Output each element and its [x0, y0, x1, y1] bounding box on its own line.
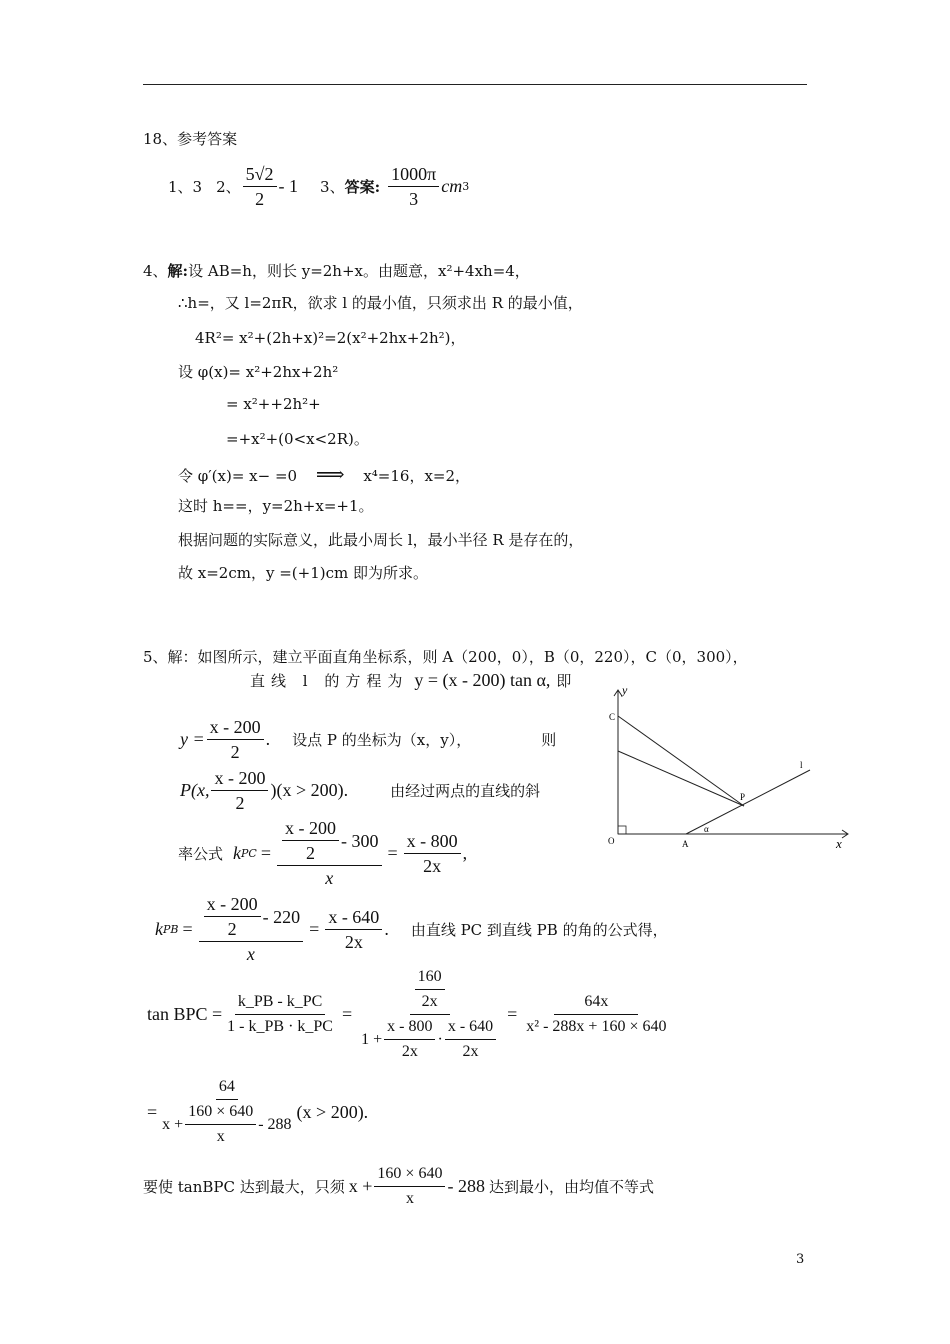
q5-final-num: 64 — [216, 1075, 238, 1100]
q5-final-den-lead: x + — [162, 1115, 184, 1133]
q5-p-fraction — [211, 766, 268, 815]
q4-line-1-text: 设 AB=h，则长 y=2h+x。由题意，x²+4xh=4， — [188, 262, 530, 280]
q5-line-6: k PB = $\frac{x - 200}{2}$ - 220 x = $\frac{x - 640}{2x}$ . 由直线 PC 到直线 PB 的角的公式得， — [155, 894, 668, 964]
q5-k-pb-sub: PB — [163, 922, 179, 936]
angle-alpha-label: α — [704, 824, 709, 834]
q5-line-equation: y = (x - 200) tan α, — [414, 670, 551, 690]
q5-tan-mid-a-num: x - 800 — [384, 1015, 435, 1040]
q4-line-1 — [143, 260, 530, 281]
q5-p-numerator: x - 200 — [211, 766, 268, 791]
q5-tan-mid-b — [445, 1015, 496, 1064]
answer-2-denominator: 2 — [255, 189, 265, 209]
q5-point-p: P(x, — [180, 780, 210, 800]
q5-final-den-tail: - 288 — [258, 1115, 292, 1133]
q5-tan-mid-top-fraction — [415, 965, 445, 1014]
answer-2-fraction — [243, 162, 277, 211]
q5-tan-mid-a-den: 2x — [401, 1043, 418, 1060]
q5-tan-mid-a — [384, 1015, 435, 1064]
q5-line-3-tail: 设点 P 的坐标为（x，y）， — [292, 731, 472, 749]
q5-line-3-right: 则 — [541, 731, 557, 749]
q5-y-numerator: x - 200 — [207, 715, 264, 740]
q5-k-pb-inner-num: x - 200 — [204, 892, 261, 917]
q5-k-pc: k — [233, 842, 242, 863]
q5-line-4 — [180, 766, 540, 815]
q4-line-7-right: x⁴=16，x=2， — [363, 467, 471, 485]
q5-k-pb-result-num: x - 640 — [325, 905, 382, 930]
page-number: 3 — [796, 1252, 805, 1267]
point-c-label: C — [609, 712, 616, 722]
q5-k-pb: k — [155, 918, 163, 939]
q5-k-pc-result-den: 2x — [423, 855, 442, 876]
q5-last-expr-tail: - 288 — [447, 1176, 485, 1196]
q5-k-pb-numerator — [199, 892, 304, 942]
q4-solve-word: 解: — [167, 262, 189, 280]
answer-2-numerator: 5√2 — [243, 162, 277, 187]
header-rule — [143, 84, 807, 85]
right-angle-mark — [618, 826, 626, 834]
answer-3-exponent: 3 — [462, 180, 470, 193]
q5-tan-denominator: 1 - k_PB · k_PC — [227, 1018, 333, 1035]
q5-k-pc-inner-den: 2 — [306, 843, 315, 863]
q5-k-pc-result-num: x - 800 — [404, 829, 461, 854]
q5-tan-right-fraction — [523, 990, 669, 1039]
q5-line-5-text: 率公式 — [178, 844, 224, 863]
y-axis-label: y — [622, 683, 628, 697]
q4-line-7 — [178, 462, 470, 486]
q5-last-expr-lead: x + — [348, 1176, 373, 1196]
q5-k-pb-result — [325, 905, 382, 954]
q5-final-fraction — [159, 1075, 294, 1149]
q5-line-1: 5、解：如图所示，建立平面直角坐标系，则 A（200，0），B（0，220），C（0，300）， — [143, 648, 748, 666]
q5-line-2-tail: 即 — [556, 672, 572, 690]
answer-2-label: 2、 — [216, 178, 241, 196]
q5-final-den — [159, 1100, 294, 1149]
q5-k-pb-minus: - 220 — [262, 906, 301, 927]
q5-k-pc-denominator: x — [325, 868, 334, 888]
q5-tan-mid-lead: 1 + — [361, 1030, 383, 1048]
q4-line-4: 设 φ(x)= x²+2hx+2h² — [178, 363, 339, 381]
q5-y-denominator: 2 — [230, 742, 240, 762]
q5-k-pb-inner-fraction — [204, 892, 261, 941]
implies-arrow-icon: ⟹ — [315, 462, 345, 486]
q5-k-pc-inner-num: x - 200 — [282, 816, 339, 841]
q5-y-equals: y = — [180, 729, 205, 749]
q5-k-pc-numerator — [277, 816, 382, 866]
q5-line-4-tail: 由经过两点的直线的斜 — [390, 782, 541, 800]
line-l-label: l — [800, 760, 803, 770]
q4-line-6: =+x²+(0<x<2R)。 — [226, 430, 369, 448]
q5-last-fraction — [374, 1162, 445, 1211]
q4-line-7-left: 令 φ′(x)= x− =0 — [178, 467, 298, 485]
q5-tan-mid-fraction — [358, 965, 501, 1064]
answer-3-numerator: 1000π — [388, 162, 439, 187]
answer-3-label: 3、 — [320, 178, 345, 196]
answer-3-fraction — [388, 162, 439, 211]
q4-line-3: 4R²= x²+(2h+x)²=2(x²+2hx+2h²)， — [195, 329, 466, 347]
q5-final-inner — [185, 1100, 256, 1149]
q5-tan-mid-b-num: x - 640 — [445, 1015, 496, 1040]
q5-last-text-a: 要使 tanBPC 达到最大，只须 — [143, 1178, 345, 1196]
q5-tan-mid-top-num: 160 — [415, 965, 445, 990]
q5-tan-right-den: x² - 288x + 160 × 640 — [526, 1018, 667, 1035]
section-title: 18、参考答案 — [143, 130, 238, 148]
q5-k-pb-denominator: x — [246, 944, 255, 964]
q5-final-condition: (x > 200). — [296, 1101, 369, 1122]
q5-line-5: 率公式 k PC = $\frac{x - 200}{2}$ - 300 x = $\frac{x - 800}{2x}$ , — [178, 818, 468, 888]
x-axis-label: x — [836, 836, 842, 851]
answers-row — [168, 162, 469, 211]
answer-3-unit: cm — [441, 176, 463, 196]
q5-line-3: y = $\frac{x - 200}{2}$ . 设点 P 的坐标为（x，y）， 则 — [180, 717, 557, 762]
q5-final-inner-den: x — [216, 1128, 225, 1145]
q5-final-inner-num: 160 × 640 — [185, 1100, 256, 1125]
coordinate-figure — [598, 682, 856, 852]
q4-line-9: 根据问题的实际意义，此最小周长 l，最小半径 R 是存在的， — [178, 531, 584, 549]
q5-k-pc-sub: PC — [241, 846, 257, 860]
segment-pb — [618, 751, 744, 806]
q5-line-2-text: 直线 l 的方程为 — [250, 672, 409, 690]
answer-3-word: 答案: — [344, 178, 381, 196]
point-p-label: P — [740, 792, 746, 802]
q5-k-pb-result-den: 2x — [344, 931, 363, 952]
q5-line-6-tail: 由直线 PC 到直线 PB 的角的公式得， — [410, 920, 668, 939]
q4-line-5: = x²++2h²+ — [226, 395, 321, 413]
q4-number: 4、 — [143, 262, 168, 280]
q5-tan-mid-denominator: 1 + $\frac{x - 800}{2x}$ · $\frac{x - 640}{2x}$ — [358, 1015, 501, 1064]
segment-pc — [618, 716, 744, 806]
q5-k-pb-fraction — [199, 892, 304, 966]
q5-final-equation: = 64 x + $\frac{160 \times 640}{x}$ - 288 (x > 200). — [147, 1075, 368, 1149]
q5-p-denominator: 2 — [235, 793, 245, 813]
q5-k-pc-minus: - 300 — [341, 830, 379, 851]
q4-line-8: 这时 h==，y=2h+x=+1。 — [178, 497, 374, 515]
q5-tan-label: tan BPC = — [147, 1004, 223, 1024]
q5-k-pc-result — [404, 829, 461, 878]
answer-1: 1、3 — [168, 178, 203, 196]
q5-k-pb-inner-den: 2 — [227, 919, 237, 939]
q5-tan-mid-b-den: 2x — [462, 1043, 479, 1060]
point-a-label: A — [682, 839, 689, 849]
q5-last-text-b: 达到最小，由均值不等式 — [488, 1178, 654, 1196]
q5-tan-equation: tan BPC = $\frac{k\_PB - k\_PC}{1 - k\_PB \cdot k\_PC}$ = $\frac{160}{2x}$ 1 + $\frac{x - 800}{2x}$ · $\frac{x - 640}{2x}$ = $\frac{64x}{\text{x² - 288x + 160 × 640}}$ — [147, 965, 671, 1064]
q4-line-10: 故 x=2cm，y =(+1)cm 即为所求。 — [178, 564, 428, 582]
q5-tan-mid-top-den: 2x — [421, 993, 438, 1010]
q5-last-den: x — [405, 1190, 414, 1207]
q5-k-pc-fraction — [277, 816, 382, 890]
answer-2-tail: - 1 — [278, 176, 299, 196]
q4-line-2: ∴h=，又 l=2πR，欲求 l 的最小值，只须求出 R 的最小值， — [178, 294, 583, 312]
q5-y-fraction — [207, 715, 264, 764]
origin-label: O — [608, 836, 615, 846]
answer-3-denominator: 3 — [409, 189, 419, 209]
q5-k-pc-inner-fraction — [282, 816, 339, 865]
q5-tan-fraction — [224, 990, 336, 1039]
q5-last-num: 160 × 640 — [374, 1162, 445, 1187]
q5-tan-numerator: k_PB - k_PC — [235, 990, 325, 1015]
q5-last-line — [143, 1162, 654, 1211]
q5-line-2 — [250, 670, 571, 691]
q5-tan-right-num: 64x — [554, 990, 638, 1015]
q5-tan-mid-numerator — [410, 965, 450, 1015]
q5-p-condition: )(x > 200). — [270, 780, 349, 800]
